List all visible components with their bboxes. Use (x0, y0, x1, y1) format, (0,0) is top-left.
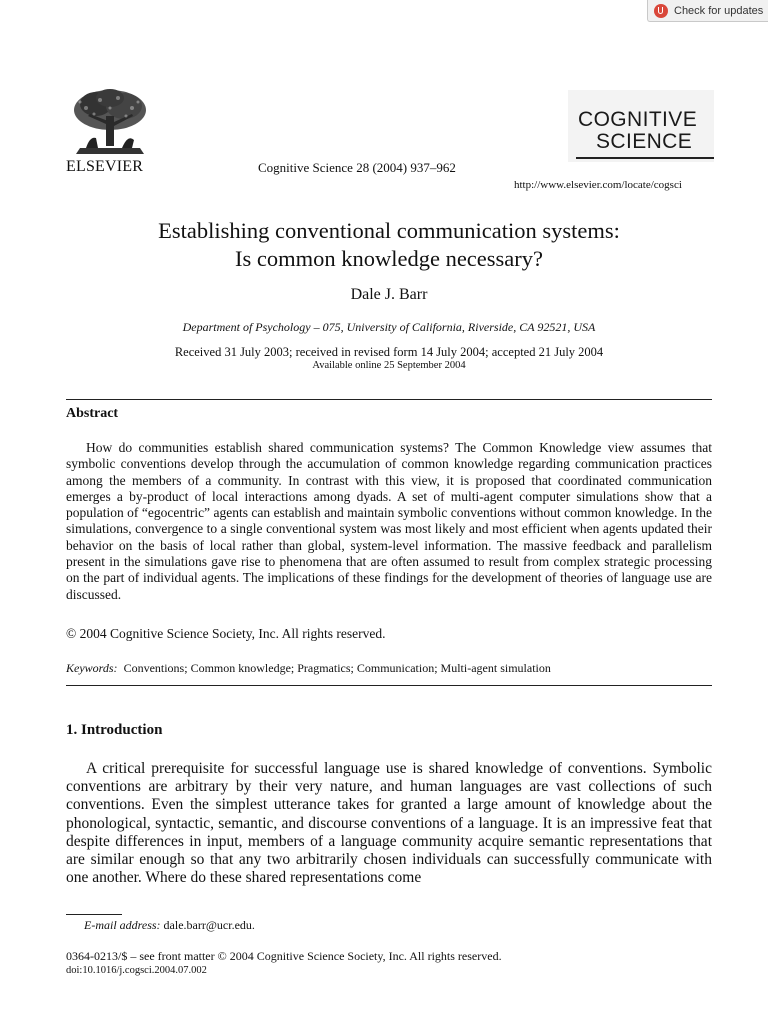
abstract-bottom-divider (66, 685, 712, 686)
footnote-divider (66, 914, 122, 915)
check-for-updates-label: Check for updates (674, 4, 764, 17)
refresh-badge-icon (654, 4, 668, 18)
introduction-body: A critical prerequisite for successful language use is shared knowledge of conventions. Symbolic conventions are arbitrary by their very nature, and human languages are vast collections of such conventions. Even the simplest utterance takes for granted a large amount of knowledge about the phonological, syntactic, semantic, and discourse conventions of a language. It is an impressive feat that despite differences in input, members of a language community acquire semantic representations that are similar enough so that any two arbitrarily chosen individuals can successfully communicate with one another. Where do these shared representations come (66, 760, 712, 887)
email-address-link[interactable]: dale.barr@ucr.edu. (163, 918, 255, 932)
journal-reference: Cognitive Science 28 (2004) 937–962 (258, 160, 456, 175)
section-heading-introduction: 1. Introduction (66, 722, 163, 738)
front-matter-notice: 0364-0213/$ – see front matter © 2004 Cognitive Science Society, Inc. All rights reserved. (66, 949, 502, 963)
journal-logo-rule (576, 157, 714, 159)
journal-url-link[interactable]: http://www.elsevier.com/locate/cogsci (514, 179, 682, 191)
check-for-updates-button[interactable] (647, 0, 768, 22)
abstract-heading: Abstract (66, 406, 119, 421)
email-label: E-mail address: (84, 918, 161, 932)
keywords-label: Keywords: (66, 661, 118, 675)
author-name: Dale J. Barr (350, 286, 428, 303)
article-title-line2: Is common knowledge necessary? (234, 246, 544, 271)
abstract-top-divider (66, 399, 712, 400)
doi-link[interactable]: doi:10.1016/j.cogsci.2004.07.002 (66, 965, 207, 976)
journal-logo-line1: COGNITIVE (578, 108, 698, 131)
keywords-line (66, 661, 551, 676)
available-online-date: Available online 25 September 2004 (312, 360, 466, 371)
abstract-copyright: © 2004 Cognitive Science Society, Inc. All rights reserved. (66, 626, 386, 641)
article-title-line1: Establishing conventional communication systems: (158, 218, 620, 243)
footnote-email (66, 918, 255, 933)
elsevier-tree-logo-icon (66, 88, 154, 158)
abstract-body: How do communities establish shared communication systems? The Common Knowledge view assumes that symbolic conventions develop through the accumulation of common knowledge regarding communication practices among the members of a community. In contrast with this view, it is proposed that coordinated communication emerges a by-product of local interactions among dyads. A set of multi-agent computer simulations show that a population of “egocentric” agents can establish and maintain symbolic conventions without common knowledge. In the simulations, convergence to a single conventional system was most likely and most efficient when agents updated their behavior on the basis of local rather than global, system-level information. The massive feedback and parallelism present in the simulations gave rise to phenomena that are often assumed to result from complex strategic processing on the part of individual agents. The implications of these findings for the development of theories of language use are discussed. (66, 440, 712, 602)
journal-logo-line2: SCIENCE (596, 130, 693, 153)
author-affiliation: Department of Psychology – 075, University of California, Riverside, CA 92521, USA (182, 320, 596, 334)
publisher-name: ELSEVIER (66, 158, 144, 175)
keywords-text: Conventions; Common knowledge; Pragmatics; Communication; Multi-agent simulation (123, 661, 551, 675)
received-dates: Received 31 July 2003; received in revised form 14 July 2004; accepted 21 July 2004 (174, 345, 604, 359)
